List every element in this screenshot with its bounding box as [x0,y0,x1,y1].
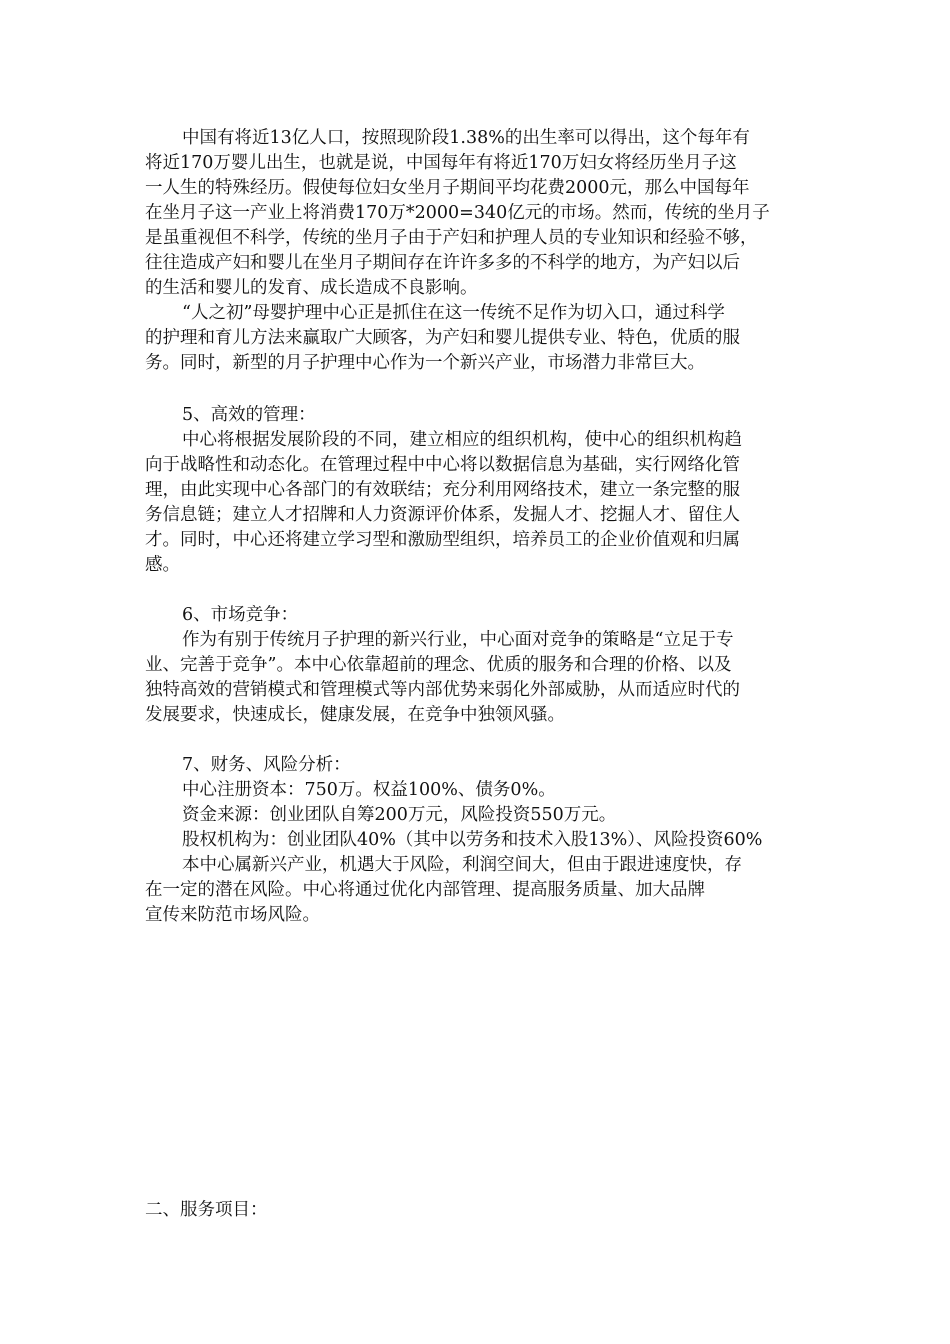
text-line: 向于战略性和动态化。在管理过程中中心将以数据信息为基础，实行网络化管 [145,455,740,475]
text-line: 是虽重视但不科学，传统的坐月子由于产妇和护理人员的专业知识和经验不够， [145,228,758,248]
text-line: 往往造成产妇和婴儿在坐月子期间存在许许多多的不科学的地方，为产妇以后 [145,253,740,273]
text-line: 的生活和婴儿的发育、成长造成不良影响。 [145,278,478,298]
text-line: 理，由此实现中心各部门的有效联结；充分利用网络技术，建立一条完整的服 [145,480,740,500]
section-heading: 7、财务、风险分析： [182,755,351,775]
section-heading: 5、高效的管理： [182,405,316,425]
text-line: 独特高效的营销模式和管理模式等内部优势来弱化外部威胁，从而适应时代的 [145,680,740,700]
text-line: 资金来源：创业团队自筹200万元，风险投资550万元。 [182,805,617,825]
text-line: 业、完善于竞争”。本中心依靠超前的理念、优质的服务和合理的价格、以及 [145,655,732,675]
text-line: 中国有将近13亿人口，按照现阶段1.38%的出生率可以得出，这个每年有 [182,128,750,148]
text-line: 中心将根据发展阶段的不同，建立相应的组织机构，使中心的组织机构趋 [182,430,742,450]
text-line: 宣传来防范市场风险。 [145,905,320,925]
text-line: 作为有别于传统月子护理的新兴行业，中心面对竞争的策略是“立足于专 [182,630,734,650]
text-line: “人之初”母婴护理中心正是抓住在这一传统不足作为切入口，通过科学 [182,303,725,323]
text-line: 务信息链；建立人才招牌和人力资源评价体系，发掘人才、挖掘人才、留住人 [145,505,740,525]
text-line: 在坐月子这一产业上将消费170万*2000=340亿元的市场。然而，传统的坐月子 [145,203,770,223]
text-line: 中心注册资本：750万。权益100%、债务0%。 [182,780,556,800]
text-line: 才。同时，中心还将建立学习型和激励型组织，培养员工的企业价值观和归属 [145,530,740,550]
text-line: 股权机构为：创业团队40%（其中以劳务和技术入股13%）、风险投资60% [182,830,763,850]
text-line: 发展要求，快速成长，健康发展，在竞争中独领风骚。 [145,705,565,725]
part-heading: 二、服务项目： [145,1200,268,1220]
text-line: 将近170万婴儿出生，也就是说，中国每年有将近170万妇女将经历坐月子这 [145,153,737,173]
text-line: 在一定的潜在风险。中心将通过优化内部管理、提高服务质量、加大品牌 [145,880,705,900]
text-line: 感。 [145,555,180,575]
section-heading: 6、市场竞争： [182,605,299,625]
text-line: 一人生的特殊经历。假使每位妇女坐月子期间平均花费2000元，那么中国每年 [145,178,750,198]
text-line: 的护理和育儿方法来赢取广大顾客，为产妇和婴儿提供专业、特色，优质的服 [145,328,740,348]
text-line: 本中心属新兴产业，机遇大于风险，利润空间大，但由于跟进速度快，存 [182,855,742,875]
text-line: 务。同时，新型的月子护理中心作为一个新兴产业，市场潜力非常巨大。 [145,353,705,373]
